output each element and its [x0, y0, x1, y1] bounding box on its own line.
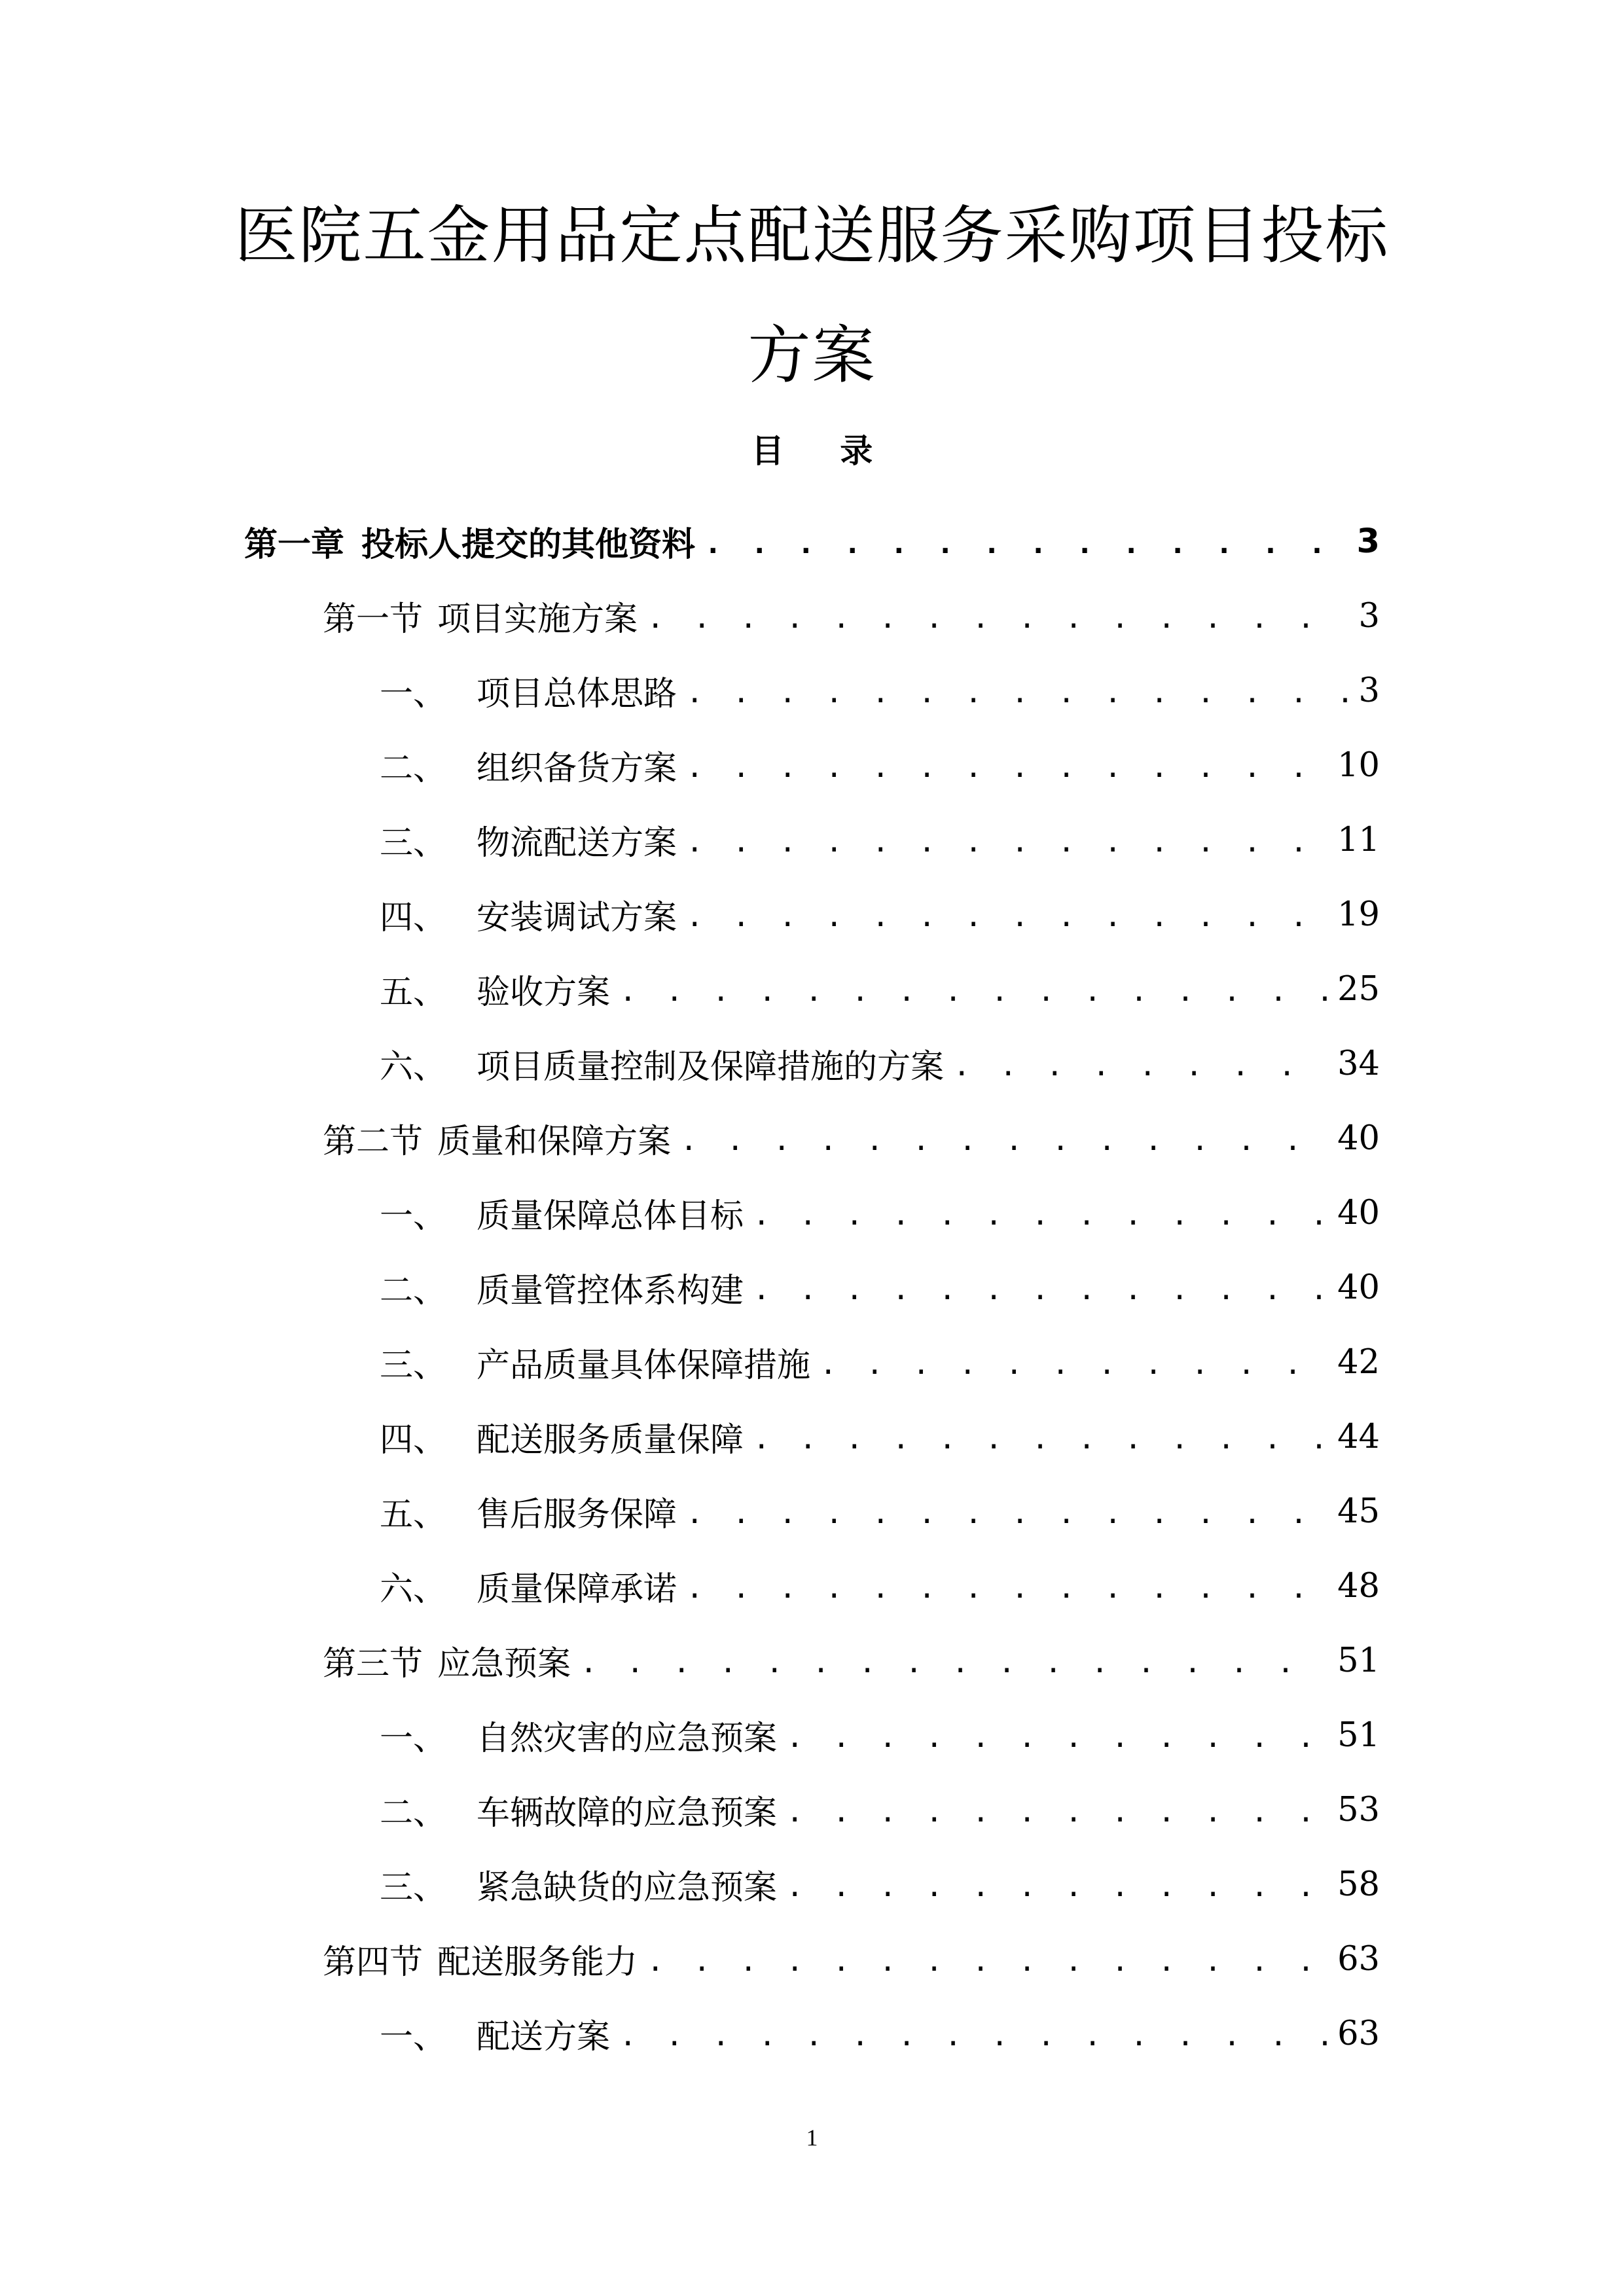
toc-dot-leader: [820, 1344, 1328, 1381]
toc-dot-leader: [753, 1418, 1328, 1456]
toc-entry-page: 3: [1358, 596, 1380, 636]
toc-entry-title: 验收方案: [477, 973, 611, 1012]
toc-entry-number: 二、: [380, 1272, 447, 1310]
toc-dot-leader: [686, 1493, 1328, 1530]
toc-entry-number: 六、: [380, 1048, 447, 1086]
toc-dot-leader: [786, 1866, 1328, 1903]
toc-entry-title: 售后服务保障: [477, 1496, 677, 1534]
toc-dot-leader: [753, 1194, 1328, 1232]
toc-entry-page: 19: [1337, 895, 1380, 934]
toc-entry-number: 第一节: [323, 600, 424, 639]
toc-entry[interactable]: [380, 1325, 1380, 1399]
toc-entry[interactable]: [323, 1101, 1380, 1175]
toc-entry-number: 六、: [380, 1570, 447, 1609]
toc-dot-leader: [686, 1568, 1328, 1605]
toc-entry-number: 一、: [380, 1719, 447, 1758]
table-of-contents: [0, 504, 1624, 2071]
toc-entry-title: 产品质量具体保障措施: [477, 1346, 811, 1385]
toc-entry-number: 一、: [380, 2018, 447, 2056]
toc-entry-title: 应急预案: [437, 1645, 571, 1683]
toc-dot-leader: [647, 598, 1350, 635]
toc-entry-title: 自然灾害的应急预案: [477, 1719, 778, 1758]
toc-dot-leader: [619, 2015, 1328, 2053]
toc-dot-leader: [686, 747, 1328, 784]
toc-dot-leader: [619, 971, 1328, 1008]
toc-entry-title: 车辆故障的应急预案: [477, 1794, 778, 1833]
toc-entry[interactable]: [244, 504, 1380, 579]
toc-entry[interactable]: [380, 1250, 1380, 1325]
toc-entry-number: 三、: [380, 824, 447, 863]
toc-entry[interactable]: [323, 579, 1380, 653]
document-title-line-2: 方案: [748, 319, 876, 392]
toc-entry-page: 3: [1356, 522, 1380, 561]
toc-entry[interactable]: [380, 1847, 1380, 1922]
toc-dot-leader: [686, 896, 1328, 933]
toc-entry[interactable]: [380, 1399, 1380, 1474]
toc-entry-number: 五、: [380, 1496, 447, 1534]
toc-entry-title: 配送服务质量保障: [477, 1421, 744, 1460]
toc-entry-page: 63: [1337, 2014, 1380, 2053]
toc-entry-title: 投标人提交的其他资料: [361, 526, 696, 564]
toc-entry-page: 34: [1337, 1044, 1380, 1083]
toc-entry[interactable]: [380, 1698, 1380, 1772]
toc-entry[interactable]: [380, 877, 1380, 952]
toc-entry[interactable]: [380, 1549, 1380, 1623]
toc-dot-leader: [580, 1642, 1328, 1679]
toc-entry[interactable]: [380, 1996, 1380, 2071]
toc-entry-title: 项目实施方案: [437, 600, 638, 639]
toc-entry-page: 42: [1337, 1342, 1380, 1382]
toc-entry-number: 二、: [380, 1794, 447, 1833]
toc-entry-page: 40: [1337, 1193, 1380, 1232]
toc-entry[interactable]: [380, 802, 1380, 877]
toc-entry-title: 组织备货方案: [477, 749, 677, 788]
toc-entry-page: 11: [1337, 820, 1380, 859]
toc-entry-title: 质量保障承诺: [477, 1570, 677, 1609]
toc-entry-number: 五、: [380, 973, 447, 1012]
toc-entry[interactable]: [323, 1623, 1380, 1698]
toc-dot-leader: [686, 821, 1328, 859]
toc-entry[interactable]: [380, 952, 1380, 1026]
toc-dot-leader: [786, 1791, 1328, 1829]
toc-entry-page: 25: [1337, 969, 1380, 1009]
toc-entry[interactable]: [380, 1772, 1380, 1847]
toc-entry[interactable]: [380, 728, 1380, 802]
toc-entry-number: 第一章: [244, 526, 345, 564]
toc-entry-page: 63: [1337, 1939, 1380, 1979]
toc-entry-number: 四、: [380, 1421, 447, 1460]
toc-entry[interactable]: [380, 1175, 1380, 1250]
toc-entry-number: 第三节: [323, 1645, 424, 1683]
toc-entry-page: 58: [1337, 1865, 1380, 1904]
toc-heading: 目 录: [751, 432, 895, 470]
toc-entry-title: 质量和保障方案: [437, 1122, 672, 1161]
toc-entry-page: 51: [1337, 1641, 1380, 1680]
toc-dot-leader: [680, 1120, 1328, 1157]
toc-entry-page: 44: [1337, 1417, 1380, 1456]
toc-entry-page: 40: [1337, 1268, 1380, 1307]
toc-entry-page: 45: [1337, 1492, 1380, 1531]
toc-entry[interactable]: [323, 1922, 1380, 1996]
toc-entry[interactable]: [380, 1026, 1380, 1101]
toc-entry-number: 一、: [380, 1197, 447, 1236]
toc-entry[interactable]: [380, 1474, 1380, 1549]
toc-entry-number: 四、: [380, 899, 447, 937]
toc-entry[interactable]: [380, 653, 1380, 728]
toc-entry-number: 一、: [380, 675, 447, 713]
toc-entry-title: 安装调试方案: [477, 899, 677, 937]
toc-dot-leader: [704, 523, 1347, 560]
toc-entry-number: 第四节: [323, 1943, 424, 1982]
toc-entry-title: 配送服务能力: [437, 1943, 638, 1982]
toc-dot-leader: [686, 672, 1350, 709]
toc-entry-page: 53: [1337, 1790, 1380, 1829]
toc-entry-title: 项目质量控制及保障措施的方案: [477, 1048, 945, 1086]
toc-entry-title: 质量管控体系构建: [477, 1272, 744, 1310]
toc-entry-number: 三、: [380, 1869, 447, 1907]
toc-dot-leader: [786, 1717, 1328, 1754]
toc-entry-number: 二、: [380, 749, 447, 788]
toc-entry-title: 项目总体思路: [477, 675, 677, 713]
toc-entry-title: 配送方案: [477, 2018, 611, 2056]
toc-entry-page: 3: [1358, 671, 1380, 710]
toc-entry-title: 物流配送方案: [477, 824, 677, 863]
toc-entry-page: 51: [1337, 1715, 1380, 1755]
toc-entry-page: 40: [1337, 1119, 1380, 1158]
toc-entry-title: 紧急缺货的应急预案: [477, 1869, 778, 1907]
toc-entry-number: 三、: [380, 1346, 447, 1385]
document-title-line-1: 医院五金用品定点配送服务采购项目投标: [234, 199, 1390, 272]
toc-dot-leader: [753, 1269, 1328, 1306]
toc-entry-page: 48: [1337, 1566, 1380, 1605]
toc-entry-number: 第二节: [323, 1122, 424, 1161]
toc-entry-title: 质量保障总体目标: [477, 1197, 744, 1236]
page-number: 1: [806, 2125, 818, 2151]
toc-dot-leader: [953, 1045, 1328, 1083]
toc-dot-leader: [647, 1941, 1328, 1978]
toc-entry-page: 10: [1337, 745, 1380, 785]
